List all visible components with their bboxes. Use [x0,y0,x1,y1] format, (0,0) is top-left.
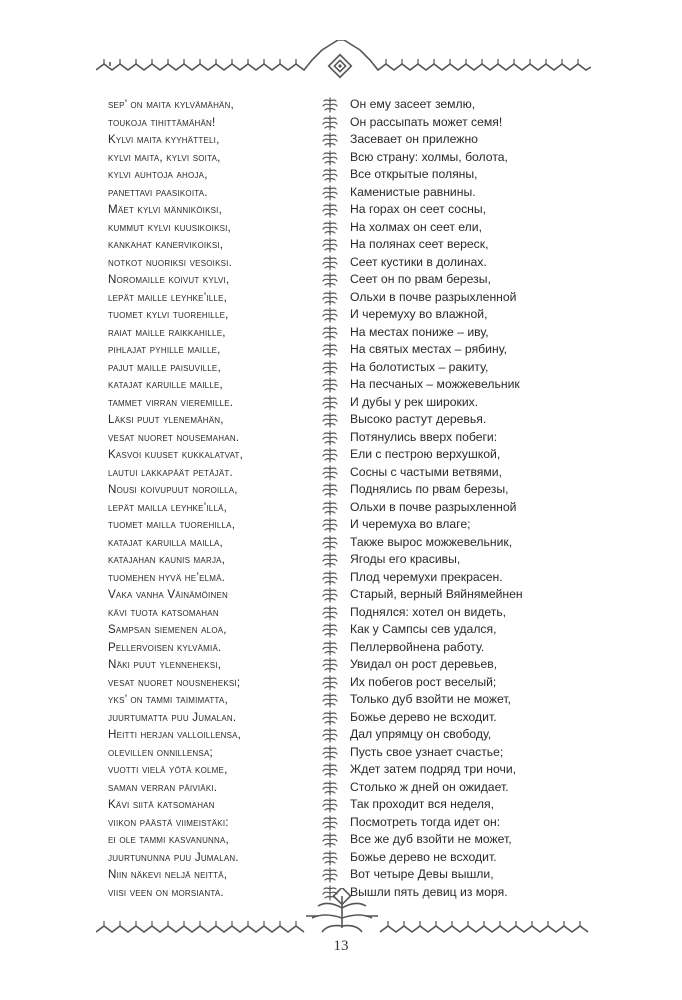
russian-verse-line: Пеллервойнена работу. [350,639,485,654]
russian-verse-line: Поднялся: хотел он видеть, [350,604,507,619]
finnish-verse-line: Kasvoi kuuset kukkalatvat, [108,448,244,461]
sprig-icon [319,341,341,359]
sprig-icon [319,359,341,377]
sprig-icon [319,114,341,132]
sprig-icon [319,166,341,184]
russian-verse-line: Увидал он рост деревьев, [350,657,498,671]
russian-verse-line: На святых местах – рябину, [350,342,507,356]
sprig-icon [319,639,341,657]
russian-verse-line: Сеет он по рвам березы, [350,272,491,286]
finnish-verse-line: pajut maille paisuville, [108,360,221,374]
finnish-verse-line: viikon päästä viimeistäki: [108,815,229,829]
finnish-verse-line: olevillen onnillensa; [108,745,213,759]
sprig-icon [319,184,341,202]
russian-verse-line: Потянулись вверх побеги: [350,429,498,444]
finnish-verse-line: katajahan kaunis marja, [108,553,226,566]
russian-verse-line: Так проходит вся неделя, [350,797,495,811]
russian-verse-line: Каменистые равнины. [350,184,476,199]
finnish-verse-line: Kylvi maita kyyhätteli, [108,133,220,146]
sprig-icon [319,324,341,342]
russian-verse-line: И черемуху во влажной, [350,307,488,321]
russian-verse-line: Божье дерево не всходит. [350,709,497,724]
russian-verse-line: Сосны с частыми ветвями, [350,464,502,479]
sprig-icon [319,481,341,499]
sprig-icon [319,656,341,674]
sprig-icon [319,96,341,114]
sprig-icon [319,411,341,429]
finnish-verse-line: panettavi paasikoita. [108,185,208,199]
finnish-verse-line: katajat karuille maille, [108,378,223,391]
russian-verse-line: Вот четыре Девы вышли, [350,867,494,881]
sprig-icon [319,796,341,814]
sprig-icon [319,849,341,867]
russian-verse-line: На холмах он сеет ели, [350,219,482,234]
russian-verse-line: Всю страну: холмы, болота, [350,149,508,164]
finnish-verse-line: lautui lakkapäät petäjät. [108,465,233,479]
sprig-icon [319,254,341,272]
russian-verse-line: Ольхи в почве разрыхленной [350,499,517,514]
russian-verse-line: Он ему засеет землю, [350,97,476,111]
sprig-icon [319,131,341,149]
sprig-icon [319,726,341,744]
sprig-icon [319,761,341,779]
finnish-verse-line: Heitti herjan valloillensa, [108,728,242,741]
sprig-icon [319,814,341,832]
sprig-icon [319,306,341,324]
russian-verse-line: Их побегов рост веселый; [350,674,497,689]
sprig-icon [319,569,341,587]
russian-verse-column [350,96,570,901]
sprig-icon [319,744,341,762]
russian-verse-line: На песчаных – можжевельник [350,377,520,391]
finnish-verse-line: Niin näkevi neljä neittä, [108,868,228,881]
russian-verse-line: Вышли пять девиц из моря. [350,884,508,899]
finnish-verse-line: notkot nuoriksi vesoiksi. [108,255,233,269]
sprig-icon [319,691,341,709]
finnish-verse-line: kylvi auhtoja ahoja, [108,168,208,181]
sprig-icon [319,674,341,692]
finnish-verse-line: tammet virran vieremille. [108,395,234,409]
finnish-verse-line: Nousi koivupuut noroilla, [108,483,238,496]
finnish-verse-line: saman verran päiviäki. [108,780,218,794]
russian-verse-line: На местах пониже – иву, [350,324,489,339]
russian-verse-line: Высоко растут деревья. [350,412,487,426]
sprig-icon [319,271,341,289]
finnish-verse-line: tuomehen hyvä he’elmä. [108,570,226,584]
sprig-icon [319,604,341,622]
russian-verse-line: Дал упрямцу он свободу, [350,727,492,741]
sprig-icon [319,551,341,569]
finnish-verse-column [108,96,308,901]
sprig-icon [319,516,341,534]
sprig-icon [319,831,341,849]
finnish-verse-line: lepät mailla leyhke’illä, [108,500,228,514]
russian-verse-line: Поднялись по рвам березы, [350,482,509,496]
finnish-verse-line: vuotti vielä yötä kolme, [108,763,228,776]
russian-verse-line: Ели с пестрою верхушкой, [350,447,501,461]
finnish-verse-line: Läksi puut ylenemähän, [108,413,224,426]
russian-verse-line: Он рассыпать может семя! [350,114,503,129]
finnish-verse-line: kävi tuota katsomahan [108,605,219,619]
finnish-verse-line: pihlajat pyhille maille, [108,343,221,356]
sprig-divider-column [319,96,341,901]
sprig-icon [319,621,341,639]
sprig-icon [319,219,341,237]
finnish-verse-line: Vaka vanha Väinämöinen [108,588,228,601]
sprig-icon [319,534,341,552]
finnish-verse-line: juurtununna puu Jumalan. [108,850,239,864]
finnish-verse-line: Noromaille koivut kylvi, [108,273,230,286]
sprig-icon [319,586,341,604]
finnish-verse-line: Mäet kylvi männiköiksi, [108,203,223,216]
sprig-icon [319,201,341,219]
finnish-verse-line: Pellervoisen kylvämiä. [108,640,222,654]
sprig-icon [319,236,341,254]
sprig-icon [319,499,341,517]
russian-verse-line: Плод черемухи прекрасен. [350,569,503,584]
finnish-verse-line: viisi veen on morsianta. [108,885,224,899]
sprig-icon [319,149,341,167]
folk-ornament-border-icon [96,40,591,90]
finnish-verse-line: Kävi siitä katsomahan [108,798,215,811]
finnish-verse-line: yks’ on tammi taimimatta, [108,693,228,706]
russian-verse-line: Все открытые поляны, [350,167,478,181]
finnish-verse-line: kummut kylvi kuusikoiksi, [108,220,231,234]
sprig-icon [319,866,341,884]
finnish-verse-line: tuomet kylvi tuorehille, [108,308,229,321]
finnish-verse-line: toukoja tihittämähän! [108,115,216,129]
sprig-icon [319,394,341,412]
finnish-verse-line: lepät maille leyhke’ille, [108,290,228,304]
finnish-verse-line: tuomet mailla tuorehilla, [108,518,236,531]
sprig-icon [319,464,341,482]
russian-verse-line: Ждет затем подряд три ночи, [350,762,517,776]
russian-verse-line: Старый, верный Вяйнямейнен [350,587,523,601]
russian-verse-line: Как у Сампсы сев удался, [350,622,497,636]
finnish-verse-line: katajat karuilla mailla, [108,535,223,549]
sprig-icon [319,709,341,727]
page-number: 13 [333,938,349,954]
russian-verse-line: Сеет кустики в долинах. [350,254,487,269]
finnish-verse-line: kylvi maita, kylvi soita, [108,150,221,164]
russian-verse-line: И дубы у рек широких. [350,394,479,409]
russian-verse-line: Только дуб взойти не может, [350,692,512,706]
russian-verse-line: На болотистых – ракиту, [350,359,489,374]
russian-verse-line: И черемуха во влаге; [350,517,471,531]
finnish-verse-line: raiat maille raikkahille, [108,325,226,339]
finnish-verse-line: juurtumatta puu Jumalan. [108,710,237,724]
sprig-icon [319,289,341,307]
finnish-verse-line: kankahat kanervikoiksi, [108,238,224,251]
sprig-icon [319,429,341,447]
finnish-verse-line: sep’ on maita kylvämähän, [108,98,234,111]
russian-verse-line: Божье дерево не всходит. [350,849,497,864]
finnish-verse-line: vesat nuoret nousneheksi; [108,675,241,689]
russian-verse-line: Засевает он прилежно [350,132,478,146]
russian-verse-line: Посмотреть тогда идет он: [350,814,501,829]
finnish-verse-line: Sampsan siemenen aloa, [108,623,227,636]
sprig-icon [319,446,341,464]
finnish-verse-line: vesat nuoret nousemahan. [108,430,240,444]
russian-verse-line: Ольхи в почве разрыхленной [350,289,517,304]
sprig-icon [319,779,341,797]
russian-verse-line: Столько ж дней он ожидает. [350,779,509,794]
finnish-verse-line: ei ole tammi kasvanunna, [108,833,229,846]
sprig-icon [319,376,341,394]
russian-verse-line: Пусть свое узнает счастье; [350,744,504,759]
finnish-verse-line: Näki puut ylenneheksi, [108,658,222,671]
russian-verse-line: Ягоды его красивы, [350,552,461,566]
russian-verse-line: На горах он сеет сосны, [350,202,487,216]
russian-verse-line: Также вырос можжевельник, [350,534,513,549]
russian-verse-line: На полянах сеет вереск, [350,237,489,251]
russian-verse-line: Все же дуб взойти не может, [350,832,512,846]
